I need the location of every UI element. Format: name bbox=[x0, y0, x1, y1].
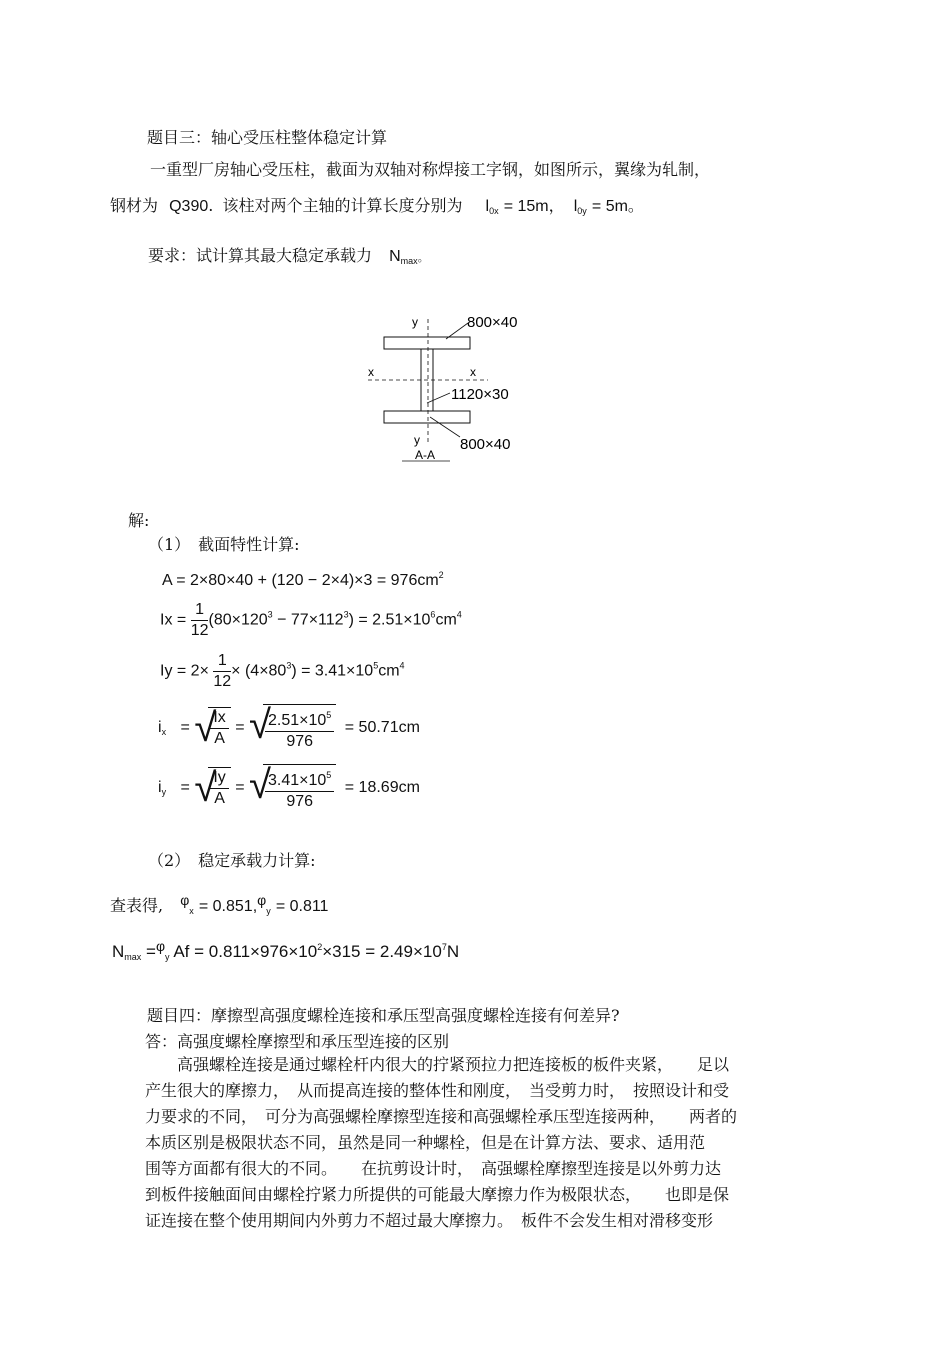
nmax-body2: ×315 = 2.49×10 bbox=[322, 942, 442, 961]
nmax-N: N bbox=[112, 942, 125, 961]
iy-frac-num: 1 bbox=[213, 651, 231, 672]
rx-result: = 50.71cm bbox=[344, 719, 420, 737]
bottom-flange-shape bbox=[384, 411, 470, 423]
problem4-body bbox=[145, 1052, 737, 1234]
ry-r2-sup: 5 bbox=[326, 770, 332, 780]
ix-frac-num: 1 bbox=[191, 600, 209, 621]
iy-sup3: 4 bbox=[399, 660, 405, 671]
body-line: 力要求的不同， 可分为高强螺栓摩擦型连接和高强螺栓承压型连接两种， 两者的 bbox=[145, 1107, 738, 1126]
line2-c: 该柱对两个主轴的计算长度分别为 bbox=[222, 196, 463, 215]
label-web: 1120×30 bbox=[451, 386, 509, 403]
problem3-requirement bbox=[148, 243, 429, 266]
ry-eq: = bbox=[180, 779, 190, 797]
rx-r1-den: A bbox=[214, 730, 225, 747]
nmax-phi-sub: y bbox=[165, 952, 170, 962]
nmax-equation bbox=[112, 938, 459, 962]
rx-r1-num: Ix bbox=[210, 708, 228, 729]
l0x-symbol: l bbox=[485, 198, 490, 215]
body-line: 本质区别是极限状态不同，虽然是同一种螺栓，但是在计算方法、要求、适用范 bbox=[145, 1133, 706, 1152]
iy-body-a: × (4×80 bbox=[231, 662, 287, 680]
nmax-phi: φ bbox=[155, 938, 166, 954]
body-line: 到板件接触面间由螺栓拧紧力所提供的可能最大摩擦力作为极限状态， 也即是保 bbox=[145, 1185, 730, 1204]
ix-sup2: 3 bbox=[343, 609, 349, 620]
problem3-line1: 一重型厂房轴心受压柱，截面为双轴对称焊接工字钢，如图所示，翼缘为轧制， bbox=[150, 160, 711, 179]
ix-sup4: 4 bbox=[456, 609, 462, 620]
lookup-line bbox=[110, 892, 328, 916]
phi-y-symbol: φ bbox=[257, 892, 267, 908]
l0y-value: = 5m。 bbox=[591, 198, 644, 215]
step1-heading: （1） 截面特性计算: bbox=[148, 535, 300, 554]
body-line: 产生很大的摩擦力， 从而提高连接的整体性和刚度， 当受剪力时， 按照设计和受 bbox=[145, 1081, 730, 1100]
sqrt-sign: √ bbox=[194, 766, 217, 810]
nmax-unit: N bbox=[446, 942, 460, 961]
body-line: 围等方面都有很大的不同。 在抗剪设计时， 高强螺栓摩擦型连接是以外剪力达 bbox=[145, 1159, 722, 1178]
req-text: 要求：试计算其最大稳定承载力 bbox=[148, 246, 373, 265]
ry-root2 bbox=[249, 763, 336, 812]
phi-y-sub: y bbox=[266, 906, 271, 916]
sqrt-sign: √ bbox=[249, 703, 271, 747]
nmax-sub: max bbox=[124, 952, 142, 962]
line2-a: 钢材为 bbox=[110, 196, 159, 215]
rx-sub: x bbox=[161, 727, 167, 738]
iy-body-b: ) = 3.41×10 bbox=[291, 662, 374, 680]
l0x-sub: 0x bbox=[489, 206, 499, 216]
iy-frac-den: 12 bbox=[213, 673, 232, 690]
rx-lhs: i bbox=[158, 719, 162, 737]
axis-x-left: x bbox=[368, 365, 374, 379]
ry-result: = 18.69cm bbox=[344, 779, 420, 797]
label-bottom-flange: 800×40 bbox=[460, 436, 511, 453]
phi-y-value: = 0.811 bbox=[275, 898, 329, 915]
step2-heading: （2） 稳定承载力计算: bbox=[148, 851, 316, 870]
phi-x-sub: x bbox=[189, 906, 194, 916]
ix-frac-den: 12 bbox=[190, 622, 209, 639]
iy-lhs: Iy = 2× bbox=[160, 662, 209, 680]
phi-x-value: = 0.851, bbox=[198, 898, 258, 915]
ix-unit: cm bbox=[435, 611, 457, 629]
iy-unit: cm bbox=[378, 662, 400, 680]
phi-x-symbol: φ bbox=[180, 892, 190, 908]
axis-y-top: y bbox=[412, 315, 418, 329]
top-flange-shape bbox=[384, 337, 470, 349]
solution-label: 解: bbox=[128, 511, 150, 530]
ry-eq2: = bbox=[235, 779, 245, 797]
lookup-text: 查表得, bbox=[110, 896, 164, 915]
iy-sup1: 3 bbox=[286, 660, 292, 671]
ry-lhs: i bbox=[158, 779, 162, 797]
iy-inertia-equation bbox=[160, 651, 405, 692]
ix-sup1: 3 bbox=[267, 609, 273, 620]
problem3-title: 题目三：轴心受压柱整体稳定计算 bbox=[147, 128, 388, 147]
area-equation bbox=[162, 570, 444, 590]
iy-radius-equation bbox=[158, 764, 420, 812]
rx-eq2: = bbox=[235, 719, 245, 737]
rx-r2-den: 976 bbox=[286, 733, 314, 750]
rx-r2-num: 2.51×10 bbox=[268, 712, 327, 729]
ry-r2-num: 3.41×10 bbox=[268, 772, 327, 789]
nmax-body: Af = 0.811×976×10 bbox=[173, 942, 318, 961]
problem4-answer: 答：高强度螺栓摩擦型和承压型连接的区别 bbox=[145, 1032, 450, 1051]
l0y-sub: 0y bbox=[577, 206, 587, 216]
body-line: 高强螺栓连接是通过螺栓杆内很大的拧紧预拉力把连接板的板件夹紧， 足以 bbox=[145, 1055, 730, 1074]
nmax-sup1: 2 bbox=[317, 942, 323, 952]
req-N: N bbox=[389, 248, 401, 265]
ix-body-b: − 77×112 bbox=[272, 611, 344, 629]
ry-root1 bbox=[194, 766, 230, 810]
axis-y-bottom: y bbox=[414, 433, 420, 447]
ix-sup3: 6 bbox=[430, 609, 436, 620]
req-end: 。 bbox=[417, 251, 429, 264]
leader-bottom bbox=[430, 417, 460, 437]
ix-body-c: ) = 2.51×10 bbox=[348, 611, 431, 629]
leader-web bbox=[427, 393, 450, 403]
req-N-sub: max bbox=[400, 256, 418, 266]
ry-r1-num: Iy bbox=[210, 768, 228, 789]
label-top-flange: 800×40 bbox=[467, 314, 518, 331]
ix-lhs: Ix = bbox=[160, 611, 187, 629]
ix-inertia-equation bbox=[160, 600, 462, 641]
i-section-figure bbox=[360, 305, 560, 470]
rx-root1 bbox=[194, 706, 230, 750]
nmax-sup2: 7 bbox=[441, 942, 447, 952]
problem3-line2: 钢材为 Q390. 该柱对两个主轴的计算长度分别为 $l_{0x} = 15m$， $l_{0y} = 5m$。 bbox=[110, 196, 644, 216]
ry-r1-den: A bbox=[214, 790, 225, 807]
ry-r2-den: 976 bbox=[286, 793, 314, 810]
ix-radius-equation bbox=[158, 704, 420, 752]
steel-grade: Q390 bbox=[169, 198, 209, 215]
area-sup: 2 bbox=[438, 570, 444, 580]
rx-root2 bbox=[249, 703, 336, 752]
rx-eq: = bbox=[180, 719, 190, 737]
nmax-eq: = bbox=[146, 942, 156, 961]
area-expr: A = 2×80×40 + (120 − 2×4)×3 = 976cm bbox=[162, 572, 439, 589]
ry-sub: y bbox=[161, 787, 167, 798]
body-line: 证连接在整个使用期间内外剪力不超过最大摩擦力。 板件不会发生相对滑移变形 bbox=[145, 1211, 714, 1230]
rx-r2-sup: 5 bbox=[326, 710, 332, 720]
label-section: A-A bbox=[415, 448, 436, 462]
problem4-title: 题目四：摩擦型高强度螺栓连接和承压型高强度螺栓连接有何差异? bbox=[147, 1006, 620, 1025]
l0x-value: = 15m， bbox=[503, 198, 565, 215]
sqrt-sign: √ bbox=[194, 706, 217, 750]
axis-x-right: x bbox=[470, 365, 476, 379]
l0y-symbol: l bbox=[573, 198, 578, 215]
sqrt-sign: √ bbox=[249, 763, 271, 807]
iy-sup2: 5 bbox=[373, 660, 379, 671]
ix-body-a: (80×120 bbox=[208, 611, 268, 629]
